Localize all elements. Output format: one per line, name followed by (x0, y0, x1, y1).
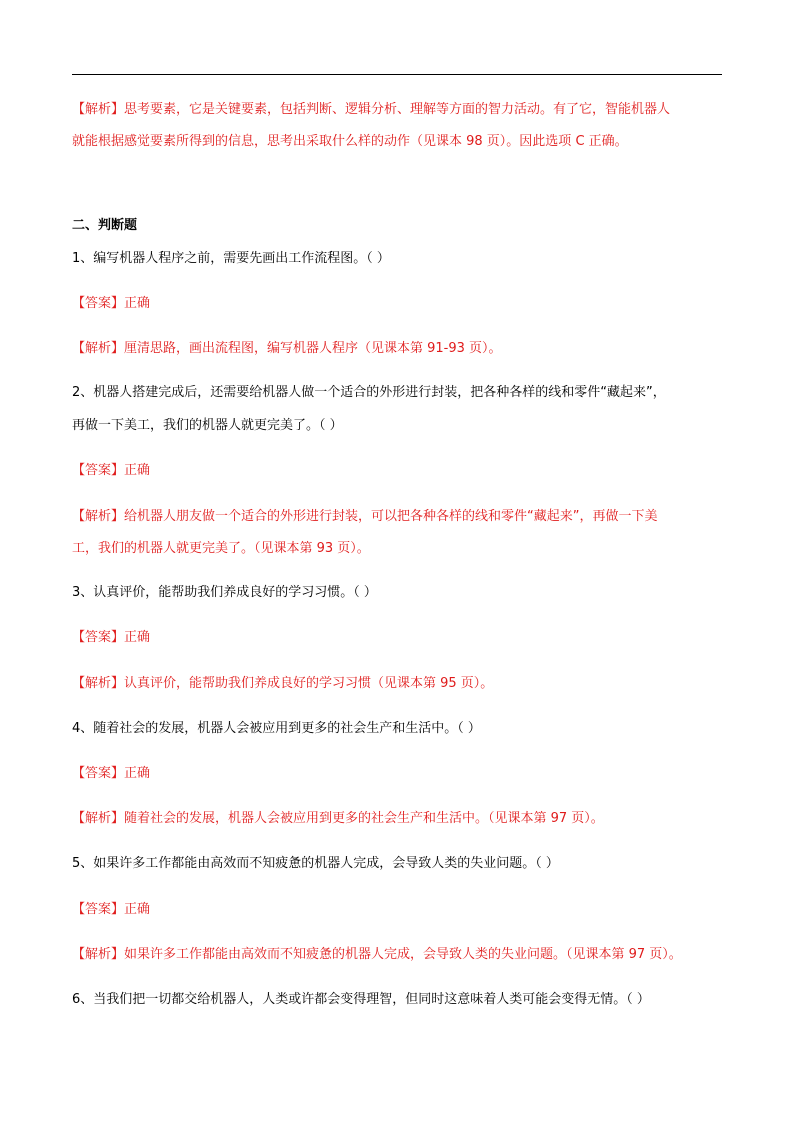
question-2-line-1: 2、机器人搭建完成后，还需要给机器人做一个适合的外形进行封装，把各种各样的线和零件“藏起来”， (72, 385, 666, 400)
answer-5: 【答案】正确 (72, 902, 151, 917)
intro-analysis-line-1: 【解析】思考要素，它是关键要素，包括判断、逻辑分析、理解等方面的智力活动。有了它，智能机器人 (72, 102, 671, 117)
question-5: 5、如果许多工作都能由高效而不知疲惫的机器人完成，会导致人类的失业问题。（ ） (72, 856, 559, 871)
question-4: 4、随着社会的发展，机器人会被应用到更多的社会生产和生活中。（ ） (72, 721, 481, 736)
analysis-4: 【解析】随着社会的发展，机器人会被应用到更多的社会生产和生活中。（见课本第 97 页）。 (72, 811, 604, 826)
question-2-line-2: 再做一下美工，我们的机器人就更完美了。（ ） (72, 418, 343, 433)
question-6: 6、当我们把一切都交给机器人，人类或许都会变得理智，但同时这意味着人类可能会变得无情。（ ） (72, 992, 650, 1007)
answer-4: 【答案】正确 (72, 766, 151, 781)
answer-3: 【答案】正确 (72, 630, 151, 645)
question-3: 3、认真评价，能帮助我们养成良好的学习习惯。（ ） (72, 585, 377, 600)
analysis-3: 【解析】认真评价，能帮助我们养成良好的学习习惯（见课本第 95 页）。 (72, 676, 494, 691)
analysis-5: 【解析】如果许多工作都能由高效而不知疲惫的机器人完成，会导致人类的失业问题。（见课本第 97 页）。 (72, 947, 682, 962)
analysis-1: 【解析】厘清思路，画出流程图，编写机器人程序（见课本第 91-93 页）。 (72, 341, 502, 356)
analysis-2-line-1: 【解析】给机器人朋友做一个适合的外形进行封装，可以把各种各样的线和零件“藏起来”，再做一下美 (72, 509, 658, 524)
answer-2: 【答案】正确 (72, 463, 151, 478)
answer-1: 【答案】正确 (72, 296, 151, 311)
analysis-2-line-2: 工，我们的机器人就更完美了。（见课本第 93 页）。 (72, 541, 370, 556)
question-1: 1、编写机器人程序之前，需要先画出工作流程图。（ ） (72, 251, 390, 266)
intro-analysis-line-2: 就能根据感觉要素所得到的信息，思考出采取什么样的动作（见课本 98 页）。因此选项 C 正确。 (72, 134, 628, 149)
header-divider (72, 74, 722, 75)
section-title: 二、判断题 (72, 218, 138, 233)
